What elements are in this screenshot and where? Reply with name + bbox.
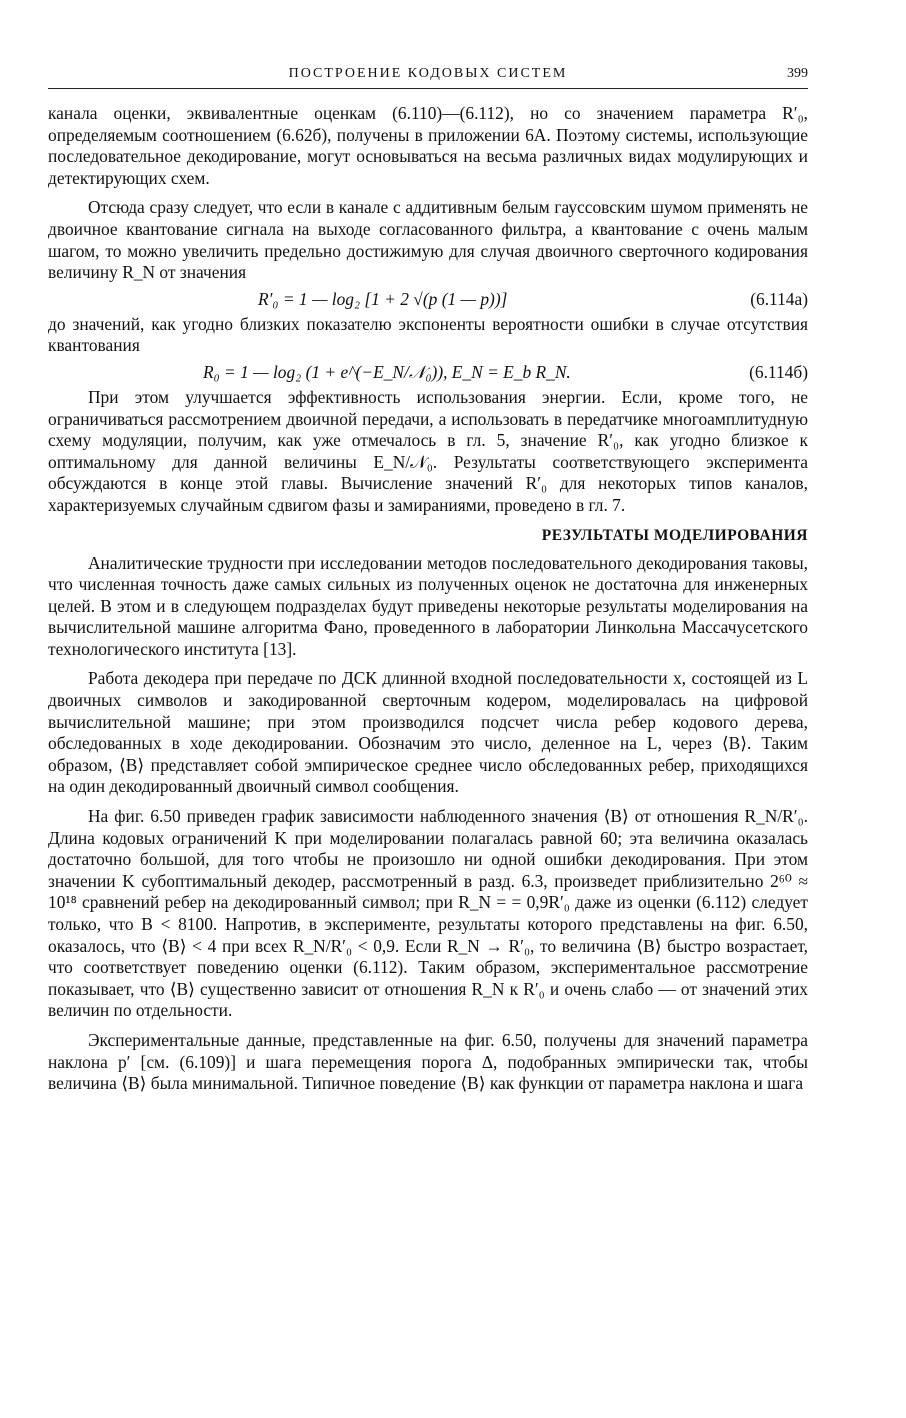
formula-number: (6.114а)	[750, 288, 808, 309]
formula-expression: R′₀ = 1 — log₂ [1 + 2 √(p (1 — p))]	[258, 288, 508, 309]
page-number: 399	[787, 66, 808, 81]
paragraph: до значений, как угодно близких показателю экспоненты вероятности ошибки в случае отсутствия квантования	[48, 313, 808, 356]
paragraph: При этом улучшается эффективность использования энергии. Если, кроме того, не ограничиваться рассмотрением двоичной передачи, а использовать в передатчике многоамплитудную схему модуляции, получим, как уже отмечалось в гл. 5, значение R′₀, как угодно близкое к оптимальному для данной величины E_N/𝒩₀. Результаты соответствующего эксперимента обсуждаются в конце этой главы. Вычисление значений R′₀ для некоторых типов каналов, характеризуемых случайным сдвигом фазы и замираниями, проведено в гл. 7.	[48, 386, 808, 515]
paragraph: На фиг. 6.50 приведен график зависимости наблюденного значения ⟨B⟩ от отношения R_N/R′₀. Длина кодовых ограничений K при моделировании полагалась равной 60; эта величина оказалась достаточно большой, для того чтобы не произошло ни одной ошибки декодирования. При этом значении K субоптимальный декодер, рассмотренный в разд. 6.3, произведет приблизительно 2⁶⁰ ≈ 10¹⁸ сравнений ребер на декодированный символ; при R_N = = 0,9R′₀ даже из оценки (6.112) следует только, что B < 8100. Напротив, в эксперименте, результаты которого представлены на фиг. 6.50, оказалось, что ⟨B⟩ < 4 при всех R_N/R′₀ < 0,9. Если R_N → R′₀, то величина ⟨B⟩ быстро возрастает, что соответствует поведению оценки (6.112). Таким образом, экспериментальное рассмотрение показывает, что ⟨B⟩ существенно зависит от отношения R_N к R′₀ и очень слабо — от значений этих величин по отдельности.	[48, 806, 808, 1021]
formula-6-114b	[48, 357, 808, 387]
paragraph: Отсюда сразу следует, что если в канале с аддитивным белым гауссовским шумом применять не двоичное квантование сигнала на выходе согласованного фильтра, а квантование с очень малым шагом, то можно увеличить предельно достижимую для случая двоичного сверточного кодирования величину R_N от значения	[48, 197, 808, 283]
formula-expression: R₀ = 1 — log₂ (1 + e^(−E_N/𝒩₀)), E_N = E_b R_N.	[203, 361, 571, 382]
paragraph: Работа декодера при передаче по ДСК длинной входной последовательности x, состоящей из L двоичных символов и закодированной сверточным кодером, моделировалась на цифровой вычислительной машине; при этом производился подсчет числа ребер кодового дерева, обследованных в ходе декодировании. Обозначим это число, деленное на L, через ⟨B⟩. Таким образом, ⟨B⟩ представляет собой эмпирическое среднее число обследованных ребер, приходящихся на один декодированный двоичный символ сообщения.	[48, 668, 808, 797]
paragraph: канала оценки, эквивалентные оценкам (6.110)—(6.112), но со значением параметра R′₀, определяемым соотношением (6.62б), получены в приложении 6A. Поэтому системы, использующие последовательное декодирование, могут основываться на весьма различных видах модулирующих и детектирующих схем.	[48, 103, 808, 188]
formula-number: (6.114б)	[749, 361, 808, 382]
running-header	[48, 62, 808, 89]
running-title: ПОСТРОЕНИЕ КОДОВЫХ СИСТЕМ	[288, 66, 568, 81]
section-title: РЕЗУЛЬТАТЫ МОДЕЛИРОВАНИЯ	[541, 526, 808, 544]
paragraph: Аналитические трудности при исследовании методов последовательного декодирования таковы, что численная точность даже самых сильных из полученных оценок не достаточна для инженерных целей. В этом и в следующем подразделах будут приведены некоторые результаты моделирования на вычислительной машине алгоритма Фано, проведенного в лаборатории Линкольна Массачусетского технологического института [13].	[48, 552, 808, 659]
formula-6-114a	[48, 284, 808, 314]
paragraph: Экспериментальные данные, представленные на фиг. 6.50, получены для значений параметра наклона p′ [см. (6.109)] и шага перемещения порога Δ, подобранных эмпирически так, чтобы величина ⟨B⟩ была минимальной. Типичное поведение ⟨B⟩ как функции от параметра наклона и шага	[48, 1029, 808, 1094]
page	[48, 62, 808, 1095]
